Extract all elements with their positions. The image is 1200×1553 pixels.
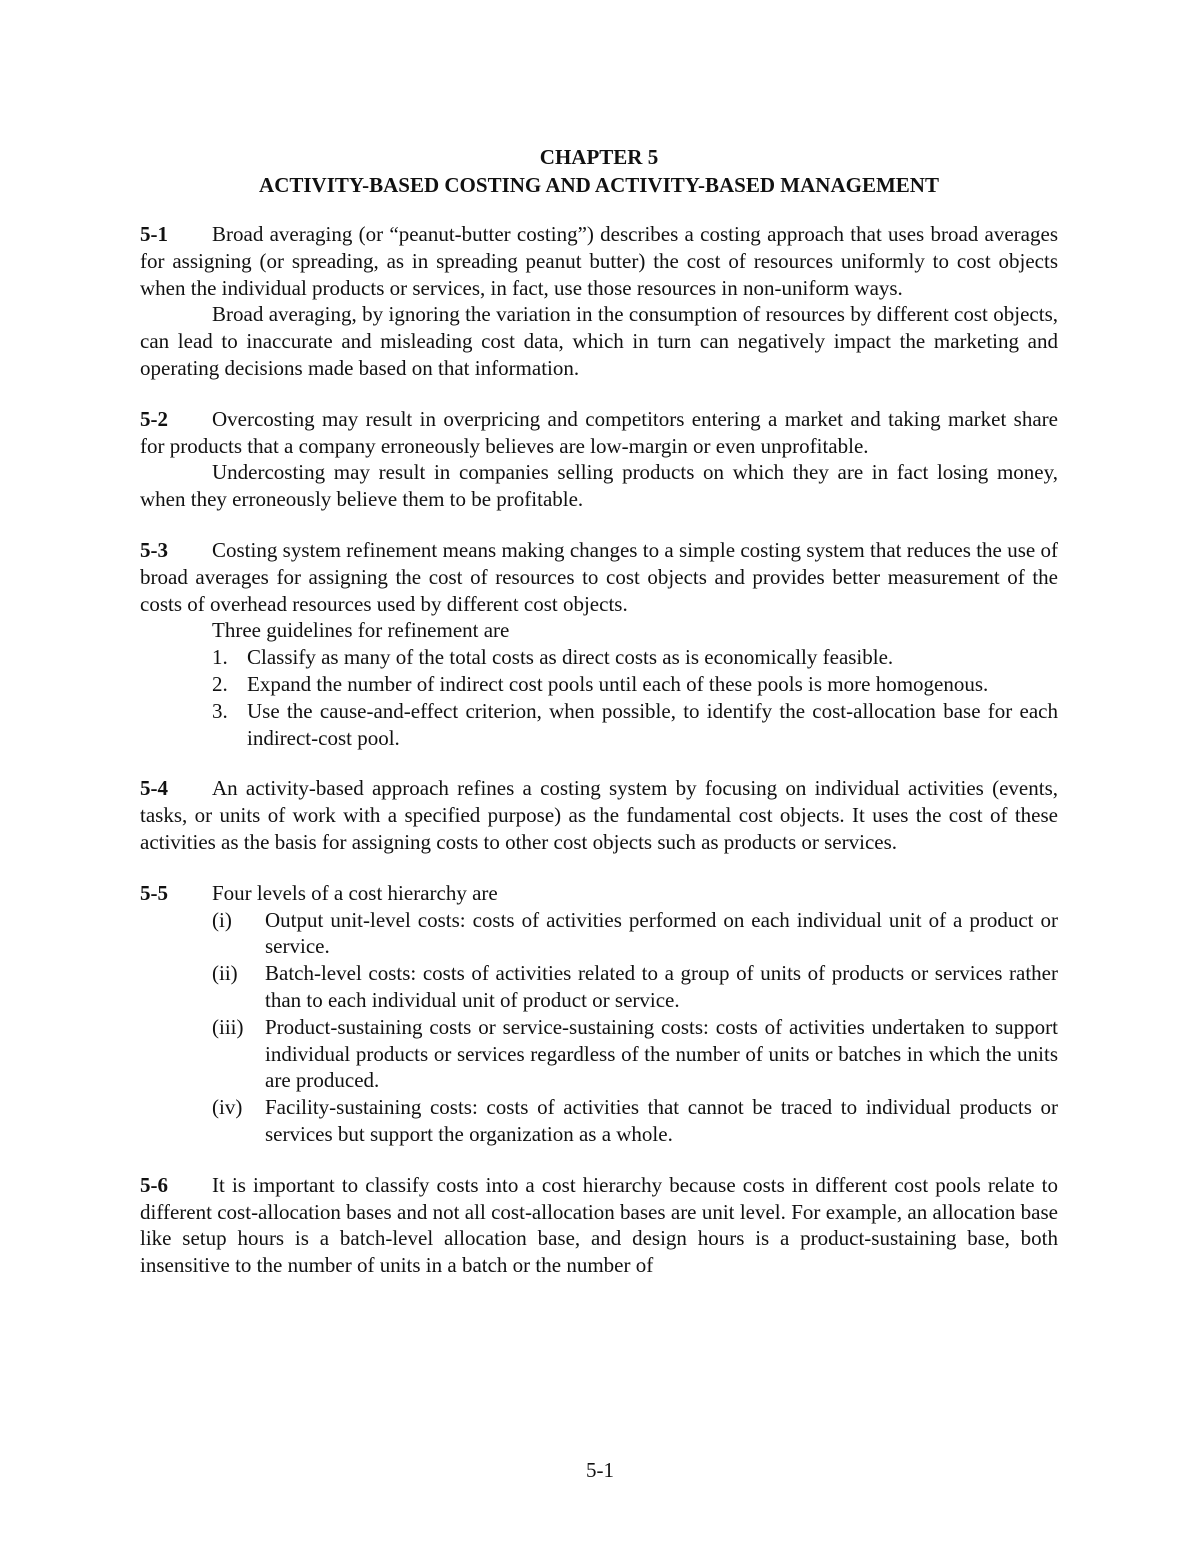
chapter-heading	[140, 143, 1058, 199]
question-paragraph	[140, 880, 1058, 907]
question-paragraph	[140, 537, 1058, 617]
guideline-list	[140, 644, 1058, 751]
list-item-text: Use the cause-and-effect criterion, when possible, to identify the cost-allocation base for each indirect-cost pool.	[247, 698, 1058, 750]
question-text: It is important to classify costs into a cost hierarchy because costs in different cost pools relate to different cost-allocation bases and not all cost-allocation bases are unit level. For example, an allocation base like setup hours is a batch-level allocation base, and design hours is a product-sustaining base, both insensitive to the number of units in a batch or the number of	[140, 1172, 1058, 1278]
list-item	[140, 1014, 1058, 1094]
list-item-text: Facility-sustaining costs: costs of activities that cannot be traced to individual products or services but support the organization as a whole.	[265, 1095, 1058, 1146]
list-item	[140, 671, 1058, 698]
question-5-4	[140, 775, 1058, 855]
question-text: Overcosting may result in overpricing and competitors entering a market and taking market share for products that a company erroneously believes are low-margin or even unprofitable.	[140, 406, 1058, 458]
list-marker: (iv)	[212, 1095, 243, 1120]
question-number: 5-3	[140, 537, 168, 562]
question-5-1	[140, 221, 1058, 382]
chapter-title: ACTIVITY-BASED COSTING AND ACTIVITY-BASED MANAGEMENT	[259, 173, 939, 197]
list-marker: (iii)	[212, 1014, 244, 1039]
cost-hierarchy-list	[140, 907, 1058, 1148]
question-paragraph: Undercosting may result in companies selling products on which they are in fact losing money, when they erroneously believe them to be profitable.	[140, 460, 1058, 512]
question-5-6	[140, 1172, 1058, 1279]
list-item	[140, 960, 1058, 1014]
question-number: 5-4	[140, 776, 168, 801]
question-number: 5-1	[140, 222, 168, 246]
question-paragraph	[140, 1172, 1058, 1279]
list-lead: Three guidelines for refinement are	[212, 618, 510, 643]
question-paragraph	[140, 221, 1058, 301]
question-paragraph	[140, 775, 1058, 855]
list-marker: (i)	[212, 907, 232, 932]
question-paragraph: Broad averaging, by ignoring the variation in the consumption of resources by different cost objects, can lead to inaccurate and misleading cost data, which in turn can negatively impact the marketing and operating decisions made based on that information.	[140, 302, 1058, 380]
question-number: 5-2	[140, 406, 168, 431]
question-text: An activity-based approach refines a costing system by focusing on individual activities (events, tasks, or units of work with a specified purpose) as the fundamental cost objects. It uses the cost of these activities as the basis for assigning costs to other cost objects such as products or services.	[140, 776, 1058, 854]
page-number: 5-1	[586, 1458, 614, 1482]
question-number: 5-6	[140, 1172, 168, 1197]
question-paragraph	[140, 406, 1058, 460]
list-marker: 3.	[212, 698, 228, 723]
question-5-3	[140, 537, 1058, 751]
list-item-text: Expand the number of indirect cost pools until each of these pools is more homogenous.	[247, 671, 989, 696]
question-text: Costing system refinement means making changes to a simple costing system that reduces the use of broad averages for assigning the cost of resources to cost objects and provides better measurement of the costs of overhead resources used by different cost objects.	[140, 537, 1058, 616]
list-item-text: Output unit-level costs: costs of activities performed on each individual unit of a product or service.	[265, 907, 1058, 959]
question-text: Broad averaging (or “peanut-butter costing”) describes a costing approach that uses broad averages for assigning (or spreading, as in spreading peanut butter) the cost of resources uniformly to cost objects when the individual products or services, in fact, use those resources in non-uniform ways.	[140, 222, 1058, 300]
chapter-label: CHAPTER 5	[539, 145, 659, 169]
list-item-text: Classify as many of the total costs as direct costs as is economically feasible.	[247, 645, 894, 670]
question-number: 5-5	[140, 880, 168, 905]
list-item-text: Batch-level costs: costs of activities related to a group of units of products or services rather than to each individual unit of product or service.	[265, 961, 1058, 1012]
list-item	[140, 644, 1058, 671]
list-item-text: Product-sustaining costs or service-sustaining costs: costs of activities undertaken to support individual products or services regardless of the number of units or batches in which the units are produced.	[265, 1014, 1058, 1093]
list-item	[140, 1094, 1058, 1148]
list-item	[140, 907, 1058, 961]
list-marker: 2.	[212, 671, 228, 696]
question-5-5	[140, 880, 1058, 1148]
document-page	[140, 143, 1058, 1279]
question-5-2	[140, 406, 1058, 513]
list-item	[140, 698, 1058, 752]
list-marker: (ii)	[212, 961, 238, 986]
list-lead: Four levels of a cost hierarchy are	[212, 880, 498, 905]
list-marker: 1.	[212, 645, 228, 670]
